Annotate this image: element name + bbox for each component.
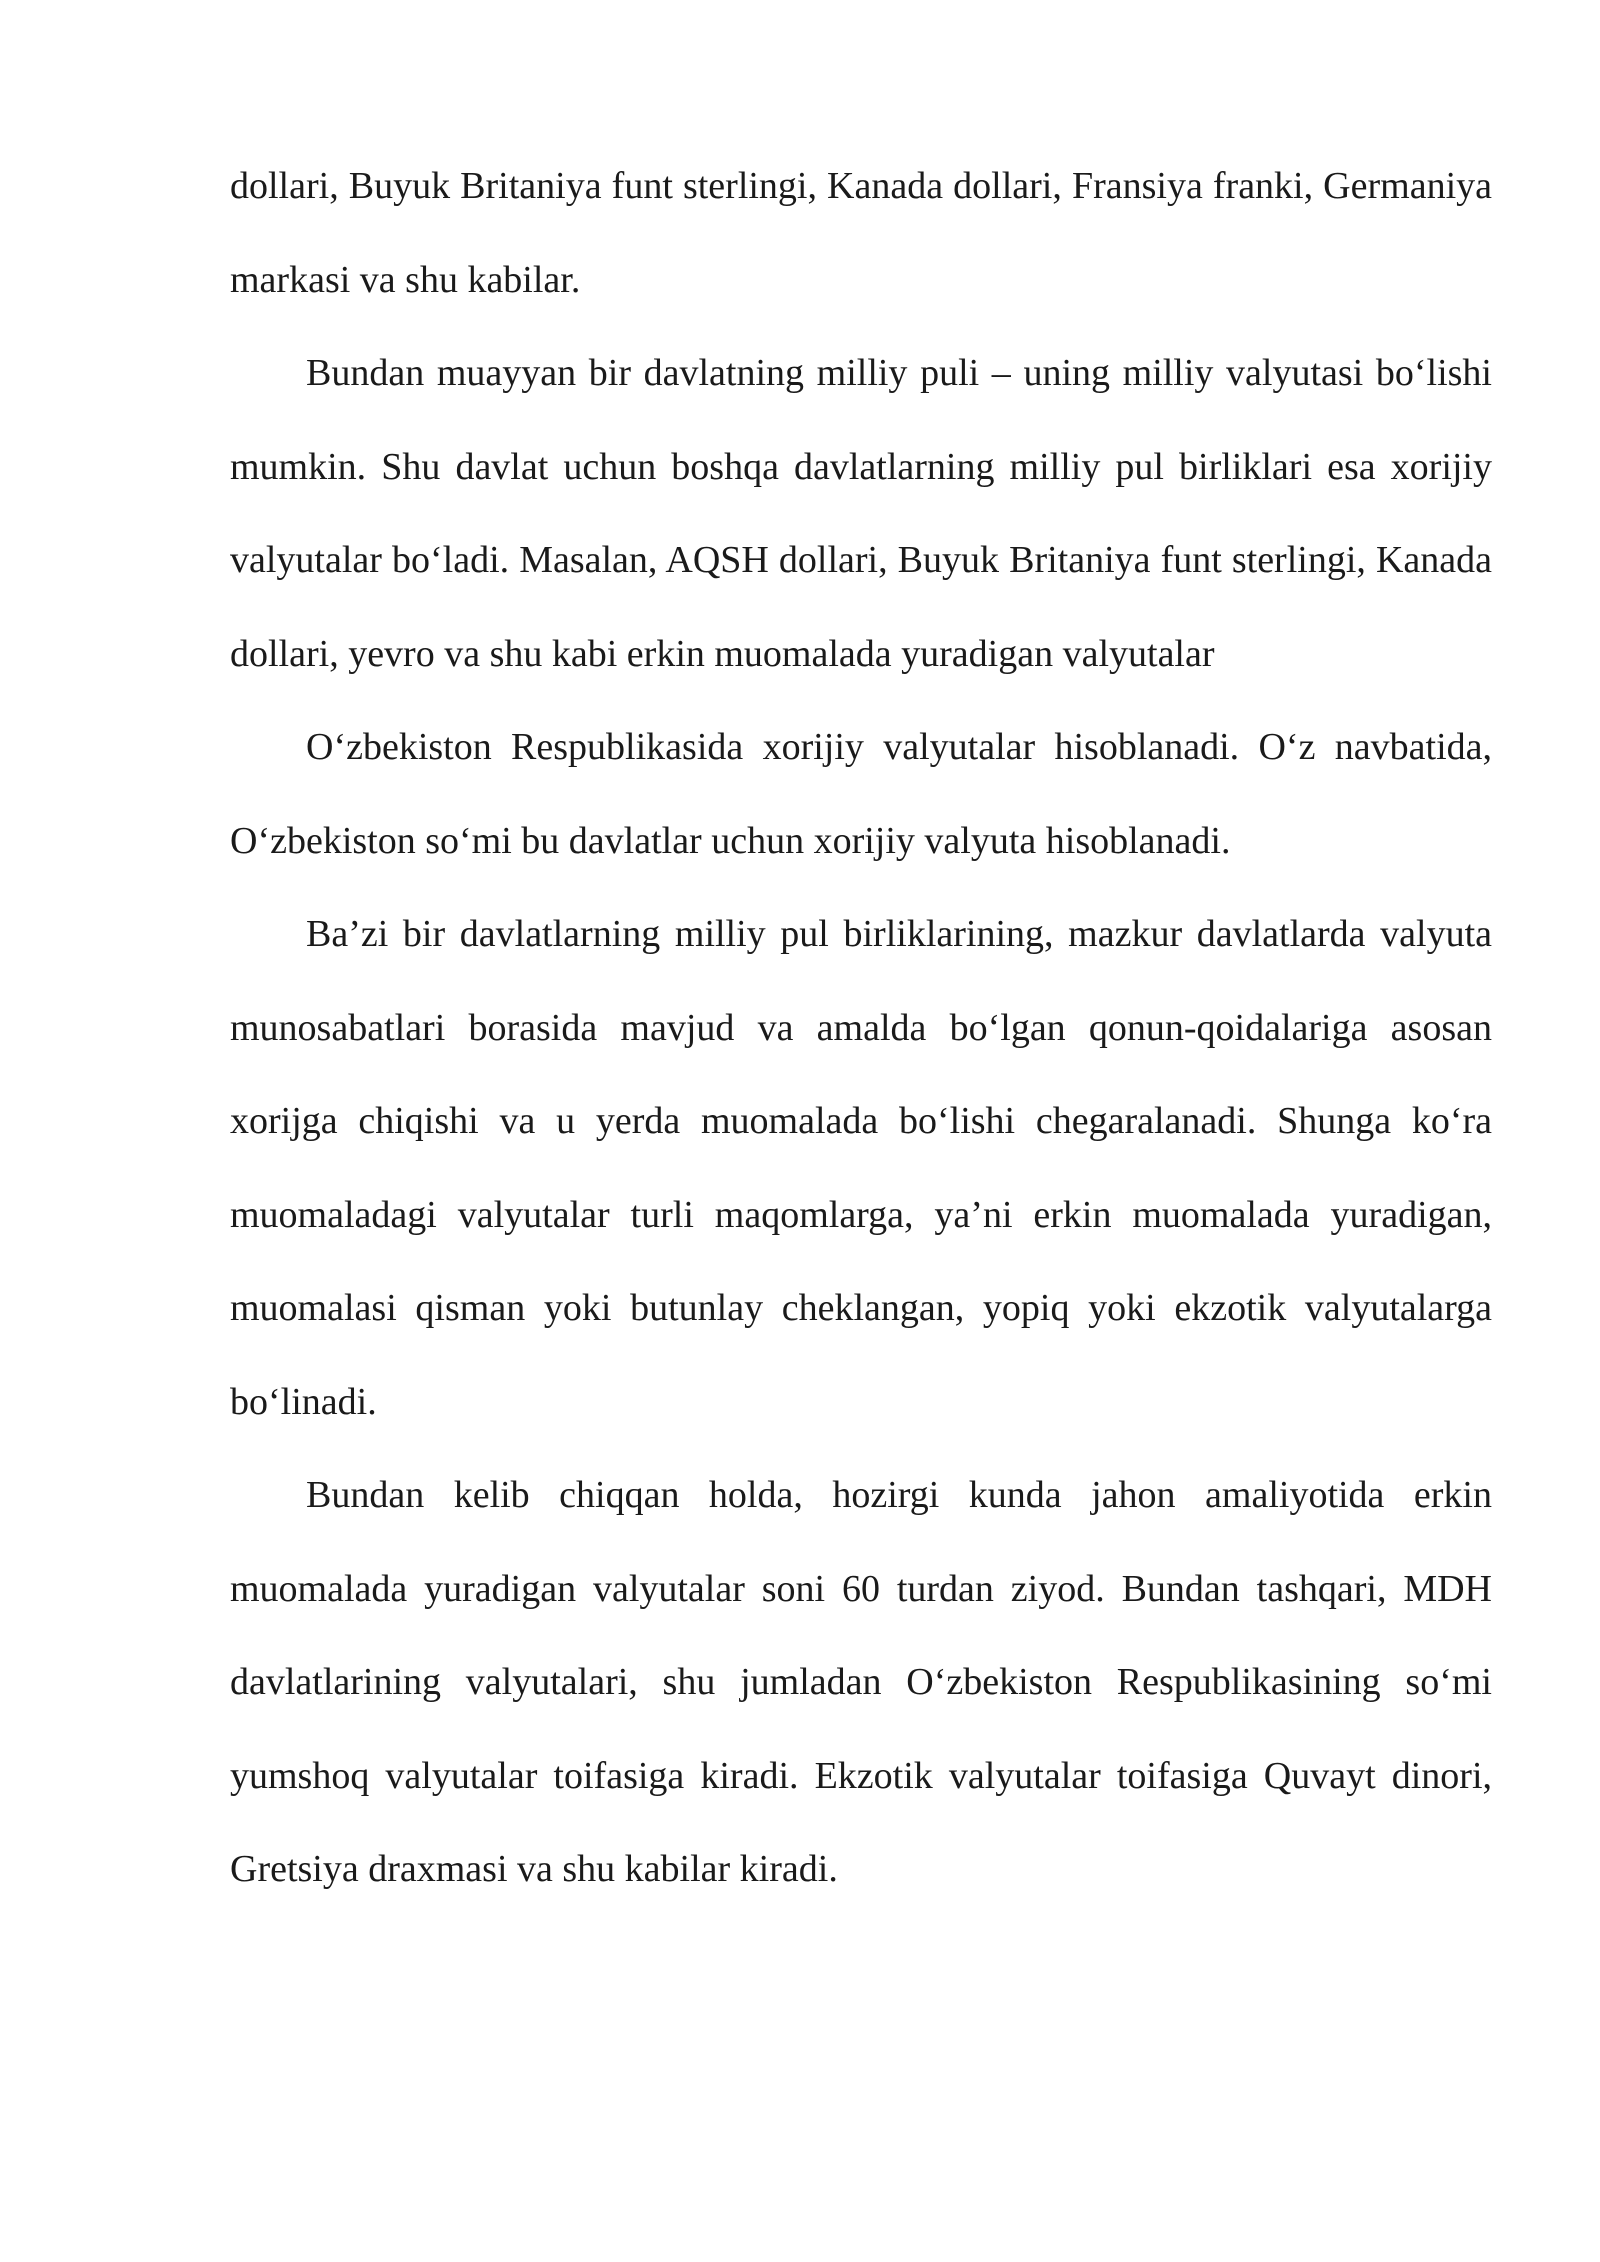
- body-text: [230, 140, 1492, 1917]
- paragraph-free-currencies: Bundan kelib chiqqan holda, hozirgi kunda jahon amaliyotida erkin muomalada yuradigan valyutalar soni 60 turdan ziyod. Bundan tashqari, MDH davlatlarining valyutalari, shu jumladan O‘zbekiston Respublikasining so‘mi yumshoq valyutalar toifasiga kiradi. Ekzotik valyutalar toifasiga Quvayt dinori, Gretsiya draxmasi va shu kabilar kiradi.: [230, 1474, 1492, 1890]
- paragraph-continuation: dollari, Buyuk Britaniya funt sterlingi, Kanada dollari, Fransiya franki, Germaniya markasi va shu kabilar.: [230, 165, 1492, 301]
- paragraph-uzbekistan-foreign-currency: O‘zbekiston Respublikasida xorijiy valyutalar hisoblanadi. O‘z navbatida, O‘zbekiston so‘mi bu davlatlar uchun xorijiy valyuta hisoblanadi.: [230, 726, 1492, 862]
- paragraph-national-currency: Bundan muayyan bir davlatning milliy puli – uning milliy valyutasi bo‘lishi mumkin. Shu davlat uchun boshqa davlatlarning milliy pul birliklari esa xorijiy valyutalar bo‘ladi. Masalan, AQSH dollari, Buyuk Britaniya funt sterlingi, Kanada dollari, yevro va shu kabi erkin muomalada yuradigan valyutalar: [230, 352, 1492, 675]
- paragraph-currency-status: Ba’zi bir davlatlarning milliy pul birliklarining, mazkur davlatlarda valyuta munosabatlari borasida mavjud va amalda bo‘lgan qonun-qoidalariga asosan xorijga chiqishi va u yerda muomalada bo‘lishi chegaralanadi. Shunga ko‘ra muomaladagi valyutalar turli maqomlarga, ya’ni erkin muomalada yuradigan, muomalasi qisman yoki butunlay cheklangan, yopiq yoki ekzotik valyutalarga bo‘linadi.: [230, 913, 1492, 1423]
